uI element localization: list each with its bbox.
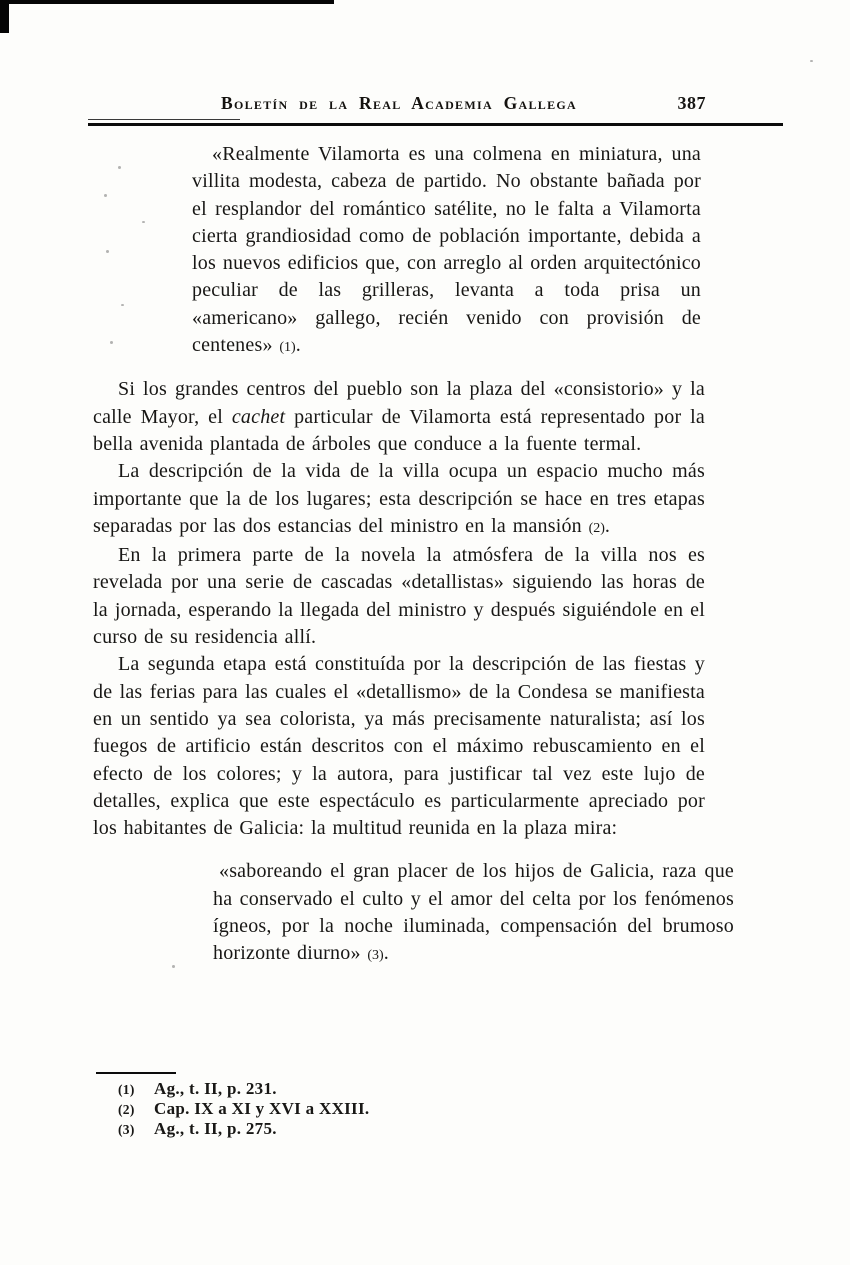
- scan-speck: [810, 60, 813, 62]
- running-header: [93, 93, 705, 114]
- scan-artifact-corner-bar: [0, 0, 9, 33]
- footnote-text: Cap. IX a XI y XVI a XXIII.: [154, 1098, 370, 1118]
- header-rule-thin: [88, 119, 240, 120]
- footnote-ref-1: (1): [279, 340, 296, 356]
- journal-title: Boletín de la Real Academia Gallega: [220, 93, 577, 113]
- footnote-item: [118, 1080, 705, 1100]
- paragraph-descripcion: [93, 458, 705, 542]
- italic-word-cachet: cachet: [231, 405, 286, 428]
- footnote-area: [93, 1072, 705, 1139]
- quote-1-period: .: [295, 334, 301, 357]
- paragraph-text: particular de Vilamorta está representado por la bella avenida plantada de árboles que conduce a la fuente termal.: [93, 405, 705, 455]
- footnote-item: [118, 1120, 705, 1140]
- footnote-ref-3: (3): [367, 948, 384, 964]
- footnote-text: Ag., t. II, p. 231.: [154, 1079, 277, 1098]
- footnote-marker: (2): [118, 1101, 135, 1117]
- footnote-marker: (1): [118, 1082, 135, 1097]
- footnote-list: [93, 1080, 705, 1139]
- scan-artifact-top-strip: [0, 0, 334, 4]
- header-rule: [88, 123, 783, 126]
- footnote-text: Ag., t. II, p. 275.: [154, 1118, 277, 1138]
- footnote-separator-rule: [96, 1072, 176, 1074]
- footnote-ref-2: (2): [588, 520, 605, 536]
- text-column: [93, 141, 734, 970]
- paragraph-text: La segunda etapa está constituída por la descripción de las fiestas y de las ferias para las cuales el «detallismo» de la Condesa se manifiesta en un sentido ya sea colorista, ya más precisamente naturalista; así los fuegos de artificio están descritos con el máximo rebuscamiento en el efecto de los colores; y la autora, para justificar tal vez este lujo de detalles, explica que este espectáculo es particularmente apreciado por los habitantes de Galicia: la multitud reunida en la plaza mira:: [93, 653, 705, 840]
- paragraph-text: Si los grandes centros del pueblo son la plaza del «consistorio» y la calle Mayor, el: [93, 378, 705, 428]
- paragraph-period: .: [604, 514, 611, 537]
- paragraph-text: En la primera parte de la novela la atmósfera de la villa nos es revelada por una serie de cascadas «detallistas» siguiendo las horas de la jornada, esperando la llegada del ministro y después siguiéndole en el curso de su residencia allí.: [93, 544, 705, 649]
- footnote-item: [118, 1100, 705, 1120]
- quote-2-text: «saboreando el gran placer de los hijos de Galicia, raza que ha conservado el culto y el amor del celta por los fenómenos ígneos, por la noche iluminada, compensación del brumoso horizonte diurno»: [213, 860, 734, 965]
- paragraph-consistorio: [93, 376, 705, 458]
- quote-1-text: «Realmente Vilamorta es una colmena en miniatura, una villita modesta, cabeza de partido. No obstante bañada por el resplandor del romántico satélite, no le falta a Vilamorta cierta grandiosidad como de población importante, debida a los nuevos edificios que, con arreglo al orden arquitectónico peculiar de las grilleras, levanta a toda prisa un «americano» gallego, recién venido con provisión de centenes»: [192, 143, 701, 357]
- block-quote-2: [213, 858, 734, 969]
- footnote-marker: (3): [118, 1121, 135, 1137]
- quote-2-period: .: [383, 942, 389, 965]
- block-quote-1: [192, 141, 701, 361]
- paragraph-text: La descripción de la vida de la villa ocupa un espacio mucho más importante que la de los lugares; esta descripción se hace en tres etapas separadas por las dos estancias del ministro en la mansión: [93, 460, 705, 537]
- paragraph-primera-parte: [93, 542, 705, 651]
- paragraph-segunda-etapa: [93, 651, 705, 842]
- page-number: 387: [677, 93, 706, 113]
